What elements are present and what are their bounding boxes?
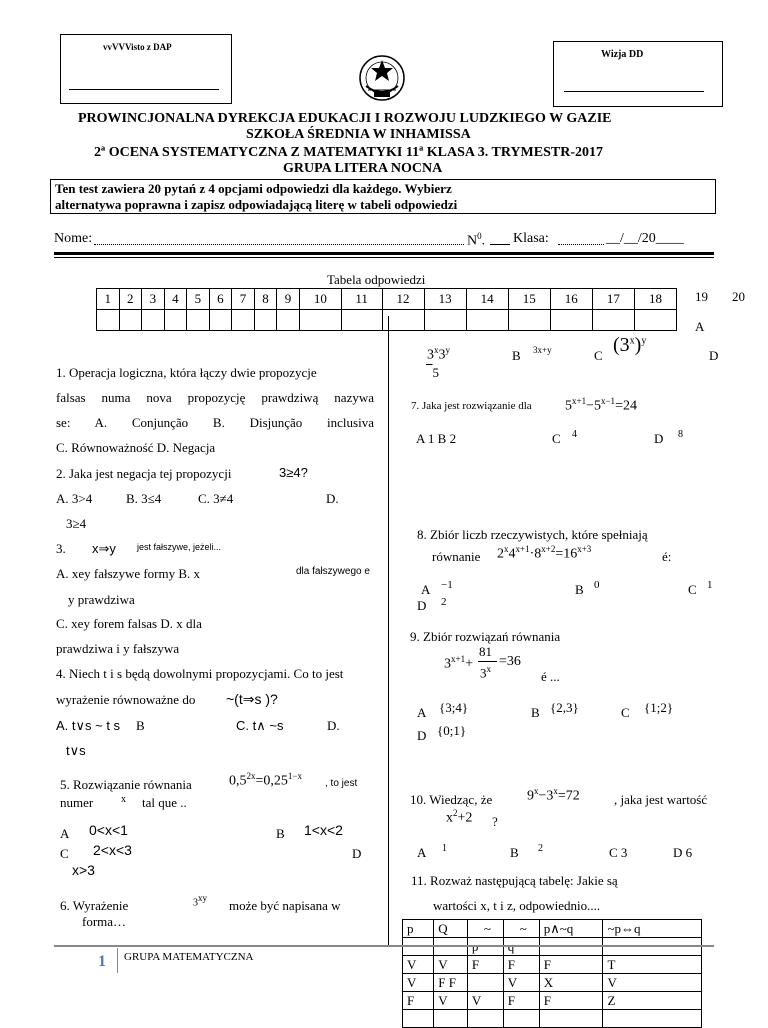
truth-cell: Z: [603, 992, 702, 1010]
truth-header: p: [403, 920, 434, 938]
answer-cell[interactable]: [592, 310, 634, 331]
stray-letter: A: [695, 319, 705, 334]
q5-line-1: 5. Rozwiązanie równania: [60, 777, 192, 792]
fraction-bar: [478, 661, 497, 662]
q8-line-1: 8. Zbiór liczb rzeczywistych, które spełniają: [417, 527, 648, 542]
truth-cell: F: [403, 992, 434, 1010]
q10-question-mark: ?: [492, 814, 498, 829]
q2-option-a: A. 3>4: [56, 491, 93, 506]
truth-cell: [403, 1010, 434, 1028]
q5-option-a-value: 0<x<1: [89, 822, 128, 838]
answer-number: 2: [119, 289, 142, 310]
q9-fraction-den: 3$^x$: [480, 664, 491, 681]
truth-cell: V: [503, 974, 539, 992]
answer-cell[interactable]: [550, 310, 592, 331]
class-field[interactable]: [558, 244, 604, 245]
q10-line-1: 10. Wiedząc, że: [410, 792, 493, 807]
name-label: Nome:: [54, 231, 93, 246]
truth-cell: [467, 974, 503, 992]
answer-cell[interactable]: [119, 310, 142, 331]
q3-option-a-line-2: y prawdziwa: [68, 592, 135, 607]
q6-line-1: 6. Wyrażenie: [60, 898, 129, 913]
q5-option-d-value: x>3: [72, 862, 95, 878]
q10-option-b-value: 2: [538, 843, 543, 854]
q7-option-d: D: [654, 431, 664, 446]
q10-option-b: B: [510, 845, 519, 860]
answer-number: 7: [232, 289, 255, 310]
q3-option-c-line-1: C. xey forem falsas D. x dla: [56, 616, 202, 631]
q10-option-a: A: [417, 845, 427, 860]
q8-option-a-value: −1: [441, 579, 453, 591]
answer-number: 18: [634, 289, 676, 310]
truth-cell: F: [539, 956, 603, 974]
approval-box-right-title: Wizja DD: [601, 49, 644, 60]
instructions-line-1: Ten test zawiera 20 pytań z 4 opcjami odpowiedzi dla każdego. Wybierz: [55, 181, 452, 196]
answer-cell[interactable]: [97, 310, 120, 331]
q9-line-2-end: é ...: [541, 669, 560, 684]
header-line-4: GRUPA LITERA NOCNA: [283, 161, 443, 176]
class-label: Klasa:: [513, 231, 549, 246]
answer-number: 4: [164, 289, 187, 310]
q8-option-b-value: 0: [594, 579, 600, 591]
answer-number: 9: [277, 289, 300, 310]
q6-option-a: 3$^x$3$^y$: [427, 345, 450, 363]
answer-number: 11: [341, 289, 382, 310]
truth-cell: [539, 1010, 603, 1028]
q6-option-d: D: [709, 348, 719, 363]
q10-line-1-end: , jaka jest wartość: [614, 792, 708, 807]
answer-number: 8: [254, 289, 277, 310]
q9-option-c-value: {1;2}: [644, 700, 674, 715]
truth-cell: [603, 1010, 702, 1028]
truth-header: ~: [503, 920, 539, 938]
q8-option-b: B: [575, 582, 584, 597]
q4-line-2: wyrażenie równoważne do: [56, 692, 196, 707]
q9-fraction-num: 81: [479, 644, 492, 659]
truth-cell: V: [434, 992, 468, 1010]
q9-expr-right: =36: [499, 654, 521, 669]
answer-number: 6: [209, 289, 232, 310]
answer-number: 14: [466, 289, 508, 310]
answer-number: 10: [299, 289, 341, 310]
answer-number: 16: [550, 289, 592, 310]
number-field[interactable]: [490, 244, 510, 245]
q8-option-d: D: [417, 598, 427, 613]
answer-cell[interactable]: [424, 310, 466, 331]
answer-number: 5: [187, 289, 210, 310]
answer-cell[interactable]: [341, 310, 382, 331]
q6-line-2: forma…: [82, 914, 127, 929]
answer-number: 1: [97, 289, 120, 310]
q8-expr: $2^x4^{x+1}\cdot 8^{x+2}=16^{x+3}$: [497, 544, 592, 562]
footer-text: GRUPA MATEMATYCZNA: [124, 951, 254, 963]
q7-option-c-value: 4: [572, 429, 577, 440]
q10-option-c: C 3: [609, 845, 628, 860]
divider-thick: [54, 252, 714, 255]
q3-small-text: jest fałszywe, jeżeli...: [137, 542, 222, 552]
q10-option-d: D 6: [673, 845, 693, 860]
answer-cell[interactable]: [466, 310, 508, 331]
truth-cell: F: [467, 956, 503, 974]
header-line-3: 2ª OCENA SYSTEMATYCZNA Z MATEMATYKI 11ª KLASA 3. TRYMESTR-2017: [94, 145, 603, 160]
q9-expr: $3^{x+1}+$: [444, 654, 473, 672]
truth-header: Q: [434, 920, 468, 938]
q4-option-a: A. t∨s ~ t s: [56, 718, 121, 733]
truth-cell: [434, 1010, 468, 1028]
q7-option-d-value: 8: [678, 429, 683, 440]
answer-number: 15: [508, 289, 550, 310]
answer-cell[interactable]: [142, 310, 165, 331]
national-emblem-icon: [356, 52, 408, 104]
signature-line: [564, 91, 704, 92]
q11-line-2: wartości x, t i z, odpowiednio....: [433, 898, 601, 913]
name-field[interactable]: [94, 244, 464, 245]
q6-option-b-value: 3x+y: [533, 345, 552, 355]
truth-header: p∧~q: [539, 920, 603, 938]
q5-option-b-value: 1<x<2: [304, 822, 343, 838]
q9-option-b-value: {2,3}: [550, 700, 579, 715]
q7-expr: $5^{x+1}-5^{x-1}=24$: [565, 396, 637, 414]
q5-line-2-end: tal que ..: [142, 795, 187, 810]
q5-option-d: D: [352, 846, 362, 861]
q10-expr: $9^x-3^x=72$: [527, 786, 580, 804]
q9-option-b: B: [531, 705, 540, 720]
answer-cell[interactable]: [508, 310, 550, 331]
truth-cell: F: [503, 992, 539, 1010]
q9-line-1: 9. Zbiór rozwiązań równania: [410, 629, 561, 644]
q5-option-a: A: [60, 826, 70, 841]
answer-cell[interactable]: [634, 310, 676, 331]
number-label: $N^0$.: [467, 231, 486, 249]
q9-option-d: D: [417, 728, 427, 743]
q5-option-c: C: [60, 846, 69, 861]
header-line-1: PROWINCJONALNA DYREKCJA EDUKACJI I ROZWOJU LUDZKIEGO W GAZIE: [78, 111, 612, 126]
q3-option-a-line-1: A. xey fałszywe formy B. x: [56, 566, 201, 581]
q10-option-a-value: 1: [442, 843, 447, 854]
truth-cell: V: [403, 974, 434, 992]
approval-box-right: [553, 41, 723, 107]
answer-cell[interactable]: [164, 310, 187, 331]
q9-option-c: C: [621, 705, 630, 720]
q4-option-d: D.: [327, 718, 340, 733]
q8-option-c-value: 1: [707, 579, 713, 591]
q6-option-b: B: [512, 348, 521, 363]
answer-cell[interactable]: [254, 310, 277, 331]
divider-thin: [54, 257, 714, 258]
q7-text: 7. Jaka jest rozwiązanie dla: [411, 400, 532, 412]
q8-option-a: A: [421, 582, 431, 597]
q6-option-c-value: $(3^x)^y$: [613, 334, 647, 356]
q4-option-b: B: [136, 718, 145, 733]
truth-table: [402, 919, 702, 1028]
q8-line-2-end: é:: [662, 549, 672, 564]
answer-number-20: 20: [732, 289, 745, 304]
truth-cell: [503, 1010, 539, 1028]
answer-cell[interactable]: [232, 310, 255, 331]
signature-line: [69, 89, 219, 90]
truth-cell: V: [467, 992, 503, 1010]
truth-header: ~: [467, 920, 503, 938]
header-line-2: SZKOŁA ŚREDNIA W INHAMISSA: [246, 127, 471, 142]
q2-option-c: C. 3≠4: [198, 491, 234, 506]
q5-line-2: numer: [60, 795, 94, 810]
q8-line-2: równanie: [432, 549, 481, 564]
q7-option-c: C: [552, 431, 561, 446]
answer-cell[interactable]: [299, 310, 341, 331]
q8-option-d-value: 2: [441, 596, 447, 608]
footer-separator: [117, 948, 118, 973]
answer-number: 12: [382, 289, 424, 310]
q9-option-d-value: {0;1}: [437, 723, 467, 738]
q2-option-b: B. 3≤4: [126, 491, 162, 506]
q4-expr: ~(t⇒s )?: [226, 691, 278, 707]
q2-option-d: D.: [326, 491, 339, 506]
q8-option-c: C: [688, 582, 697, 597]
date-field[interactable]: __/__/20____: [606, 231, 684, 246]
footer-rule: [54, 945, 714, 947]
q2-text: 2. Jaka jest negacja tej propozycji: [56, 466, 232, 481]
q1-line-4: C. Równoważność D. Negacja: [56, 440, 216, 455]
q6-line-1-end: może być napisana w: [229, 898, 341, 913]
q2-expr: 3≥4?: [279, 465, 308, 480]
approval-box-left: [60, 34, 232, 104]
truth-cell: F: [539, 992, 603, 1010]
answer-number: 17: [592, 289, 634, 310]
q3-option-b-small: dla fałszywego e: [296, 566, 370, 577]
instructions-line-2: alternatywa poprawna i zapisz odpowiadającą literę w tabeli odpowiedzi: [55, 197, 458, 212]
truth-cell: X: [539, 974, 603, 992]
truth-cell: V: [403, 956, 434, 974]
answer-number-19: 19: [695, 289, 708, 304]
q1-line-1: 1. Operacja logiczna, która łączy dwie propozycje: [56, 365, 317, 380]
answer-number: 3: [142, 289, 165, 310]
answer-cell[interactable]: [187, 310, 210, 331]
q5-option-c-value: 2<x<3: [93, 842, 132, 858]
q6-option-a-extra: 5: [432, 365, 439, 380]
approval-box-left-title: vvVVVisto z DAP: [103, 42, 172, 52]
instructions-box: [50, 179, 716, 214]
truth-cell: V: [434, 956, 468, 974]
q9-option-a-value: {3;4}: [439, 700, 469, 715]
q4-option-c: C. t∧ ~s: [236, 718, 284, 733]
q3-option-c-line-2: prawdziwa i y fałszywa: [56, 641, 180, 656]
q1-line-3: se: A. Conjunção B. Disjunção inclusiva: [56, 415, 374, 430]
q6-expr: $3^{xy}$: [193, 893, 207, 909]
q5-expr: $0,5^{2x}=0,25^{1-x}$: [229, 771, 302, 789]
answer-table: [96, 288, 677, 331]
q3-number: 3.: [56, 541, 66, 556]
q5-line-1-end: , to jest: [325, 778, 358, 789]
q5-x: x: [121, 794, 126, 805]
q6-option-c: C: [594, 348, 603, 363]
column-divider: [388, 316, 389, 946]
q3-expr: x⇒y: [92, 541, 116, 556]
q1-line-2: falsas numa nova propozycję prawdziwą nazywa: [56, 390, 374, 405]
q7-option-a-b: A 1 B 2: [416, 431, 457, 446]
q11-line-1: 11. Rozważ następującą tabelę: Jakie są: [411, 873, 618, 888]
page-number: 1: [98, 953, 106, 970]
answer-number: 13: [424, 289, 466, 310]
answer-cell[interactable]: [277, 310, 300, 331]
q4-line-1: 4. Niech t i s będą dowolnymi propozycjami. Co to jest: [56, 666, 344, 681]
truth-cell: V: [603, 974, 702, 992]
q2-option-d-value: 3≥4: [66, 516, 87, 531]
truth-cell: [467, 1010, 503, 1028]
answer-cell[interactable]: [209, 310, 232, 331]
answer-table-title: Tabela odpowiedzi: [327, 272, 426, 287]
q10-expr-2: $x^2+2$: [446, 808, 473, 826]
q4-option-d-value: t∨s: [66, 743, 86, 758]
truth-header: ~p⇔q: [603, 920, 702, 938]
truth-cell: F F: [434, 974, 468, 992]
q9-option-a: A: [417, 705, 427, 720]
truth-cell: F: [503, 956, 539, 974]
q5-option-b: B: [276, 826, 285, 841]
truth-cell: T: [603, 956, 702, 974]
